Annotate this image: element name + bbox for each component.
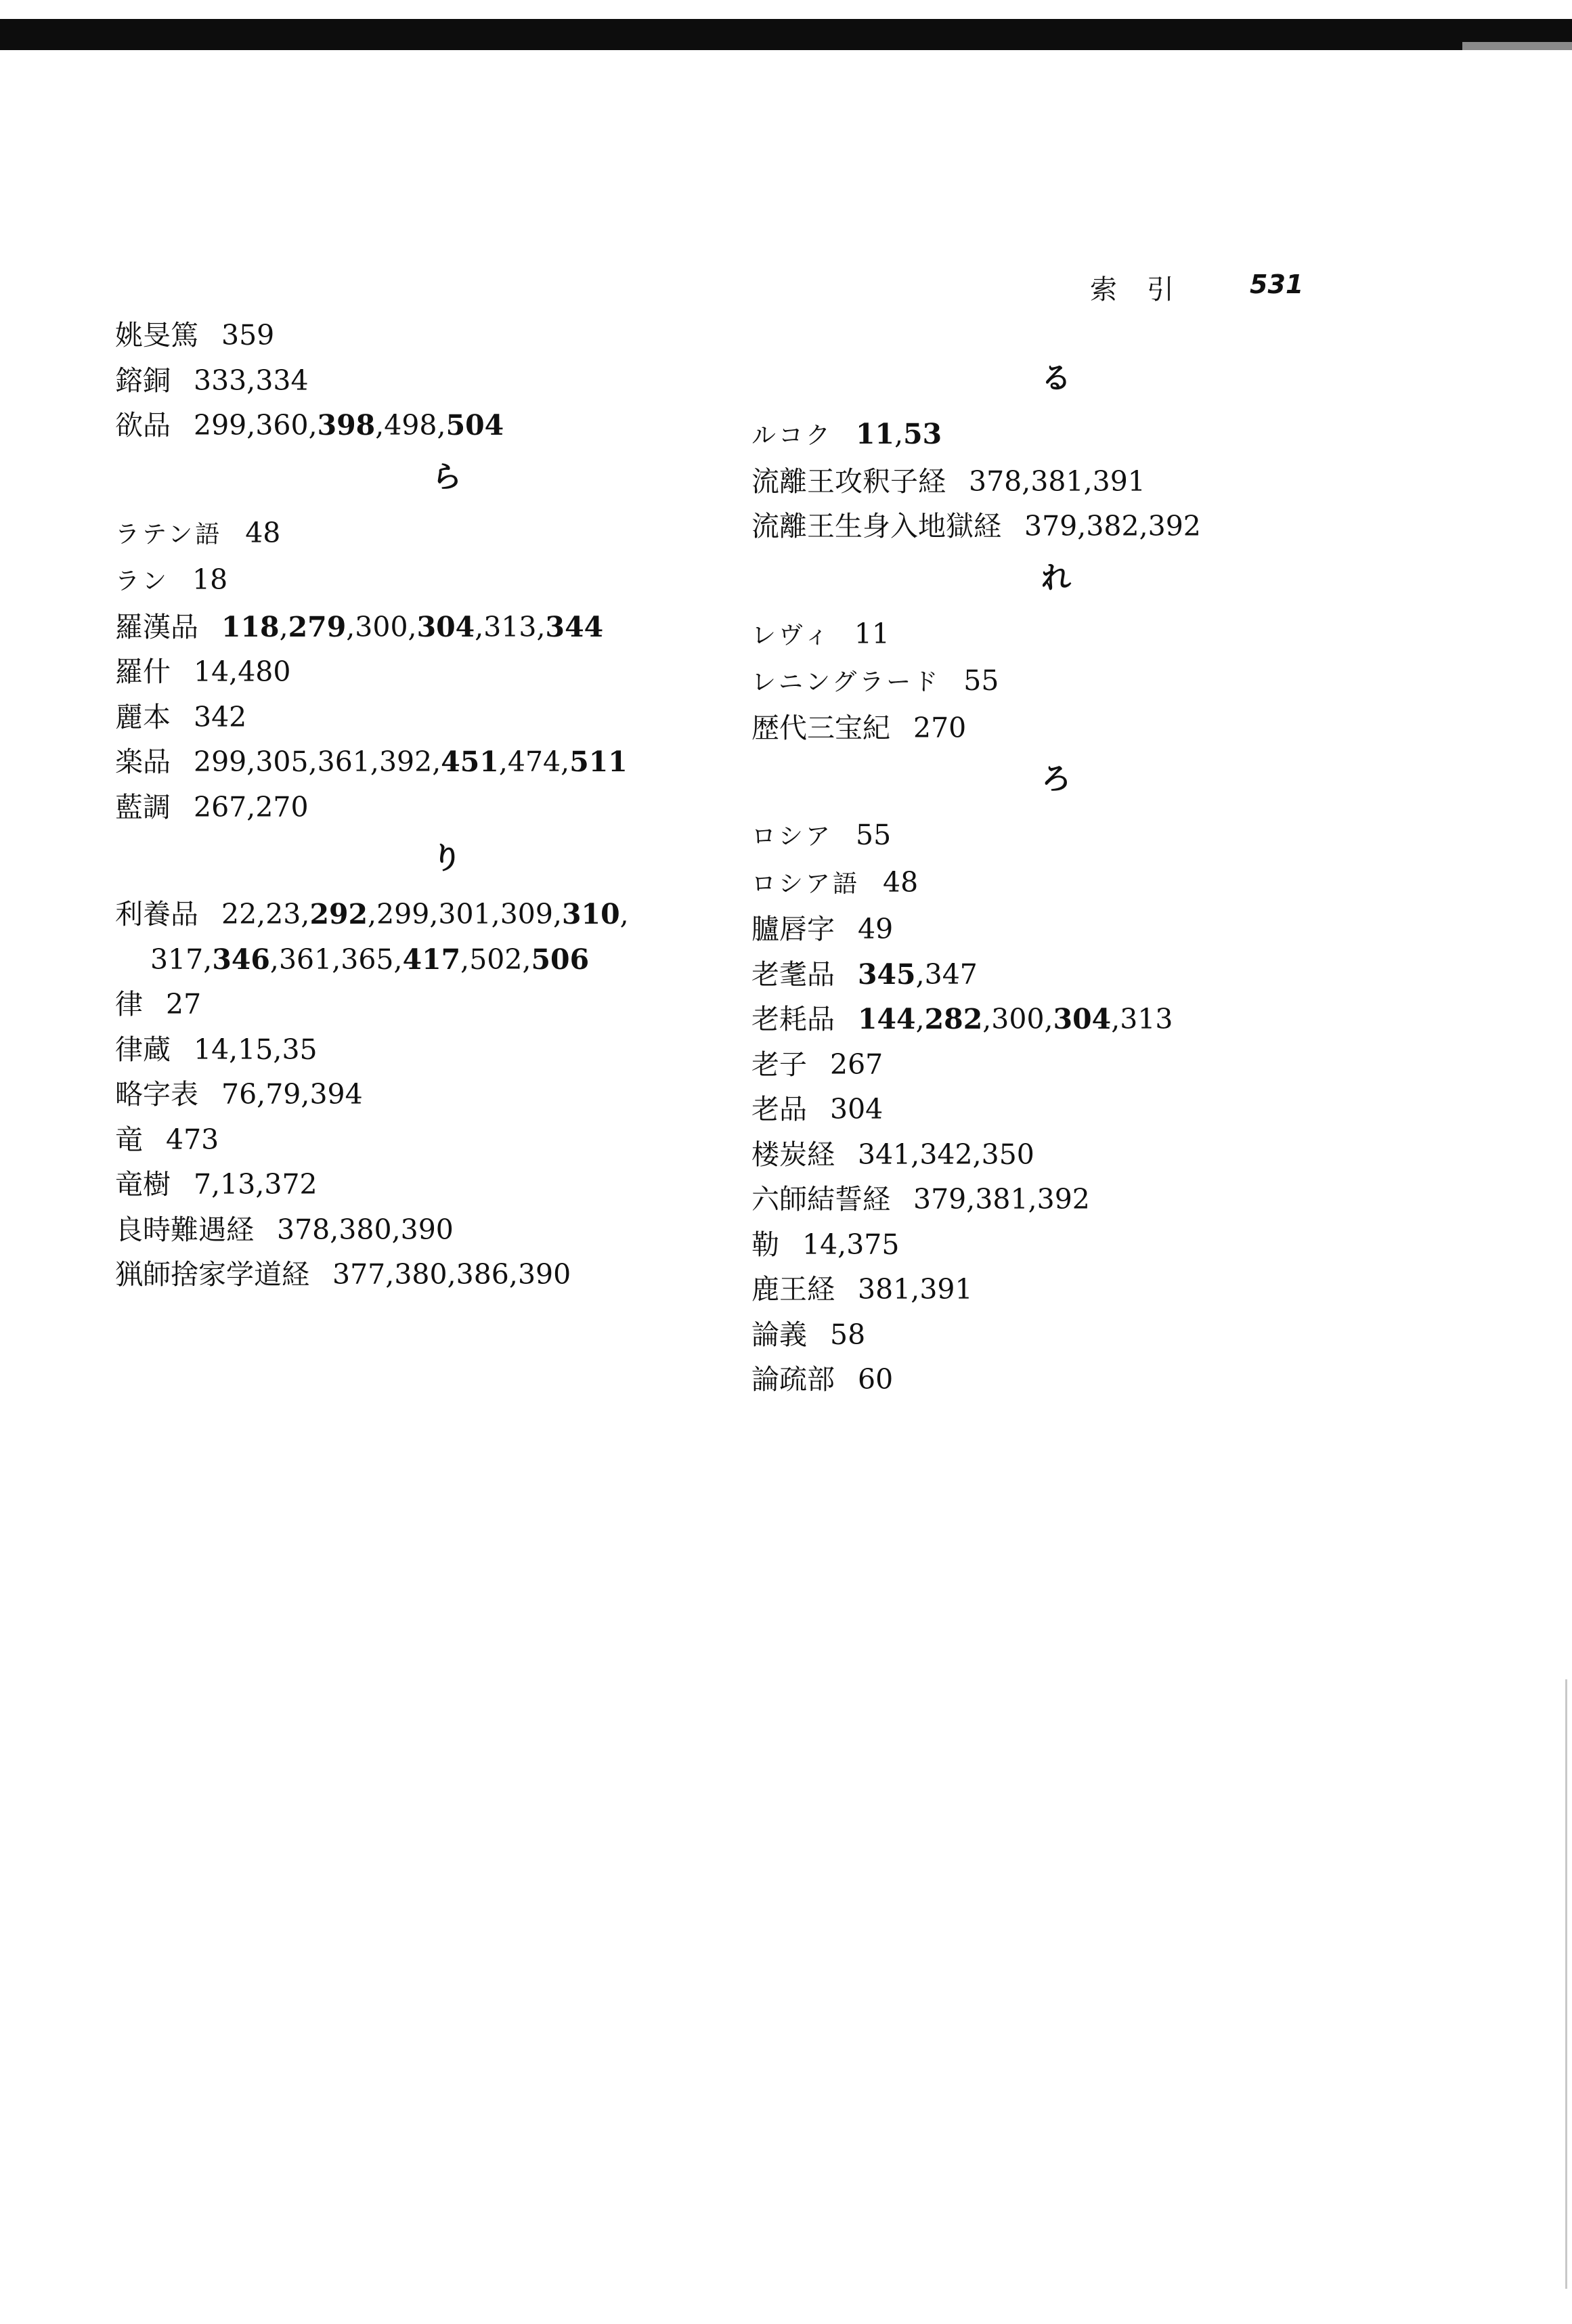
index-term: ロシア — [751, 823, 833, 851]
page-ref: 346 — [212, 943, 270, 976]
index-entry — [751, 706, 1428, 751]
index-term: 論疏部 — [751, 1363, 835, 1396]
page-ref: 299 — [376, 898, 430, 930]
index-term: 羅什 — [115, 655, 171, 688]
index-entry — [115, 1117, 724, 1163]
page-ref: 14 — [194, 1033, 230, 1066]
page-refs-continued: 317,346,361,365,417,502,506 — [150, 943, 590, 976]
page-refs: 378,380,390 — [277, 1213, 454, 1246]
index-entry — [115, 313, 724, 358]
index-entry — [751, 658, 1428, 706]
page-refs — [830, 1048, 883, 1081]
page-ref: 480 — [238, 655, 291, 688]
page-ref: 394 — [309, 1078, 363, 1111]
page-ref: 392 — [378, 746, 433, 778]
index-entry — [751, 1222, 1428, 1268]
page-refs: 14,375 — [802, 1228, 900, 1261]
index-entry — [115, 649, 724, 695]
page-refs: 378,381,391 — [969, 465, 1145, 498]
page-ref: 511 — [569, 746, 628, 778]
index-entry — [115, 1162, 724, 1207]
page-ref: 333 — [194, 364, 247, 397]
page-ref: 345 — [858, 957, 916, 991]
index-term: ラテン語 — [115, 520, 223, 548]
page-ref: 498 — [384, 409, 437, 442]
index-term: 鹿王経 — [751, 1273, 835, 1306]
index-entry — [751, 952, 1428, 997]
page-ref: 386 — [456, 1258, 509, 1291]
index-term: 姚旻篤 — [115, 319, 198, 351]
page-ref: 313 — [483, 610, 537, 643]
page-ref: 504 — [445, 409, 504, 442]
index-entry — [115, 1027, 724, 1073]
page-refs — [883, 866, 918, 899]
index-term: 楼炭経 — [751, 1138, 835, 1171]
page-ref: 506 — [531, 943, 590, 976]
page-refs: 22,23,292,299,301,309,310, — [221, 898, 629, 930]
page-ref: 375 — [846, 1228, 900, 1261]
page-ref: 22 — [221, 898, 257, 930]
index-entry — [751, 459, 1428, 504]
page-ref: 474 — [507, 746, 561, 778]
page-ref: 361 — [317, 746, 370, 778]
index-entry — [115, 695, 724, 740]
page-ref: 270 — [913, 711, 967, 744]
page-ref: 342 — [919, 1138, 973, 1171]
index-entry — [115, 892, 724, 982]
index-section-heading: り — [432, 841, 462, 876]
index-entry — [115, 785, 724, 830]
index-section-heading: ら — [432, 459, 462, 494]
page-ref: 361 — [278, 943, 332, 976]
page-ref: 502 — [469, 943, 523, 976]
index-entry — [115, 605, 724, 650]
index-term: 老耗品 — [751, 1003, 835, 1035]
index-section-heading: る — [1041, 361, 1071, 395]
page-ref: 304 — [830, 1093, 883, 1125]
page-ref: 144 — [858, 1003, 916, 1035]
page-refs — [854, 618, 890, 650]
page-ref: 304 — [1053, 1003, 1112, 1035]
page-refs — [856, 819, 891, 851]
page-refs: 7,13,372 — [194, 1168, 318, 1201]
index-term: ラン — [115, 567, 170, 595]
page-ref: 11 — [854, 617, 890, 650]
page-ref: 391 — [919, 1273, 973, 1306]
index-term: レニングラード — [751, 668, 941, 696]
index-term: 欲品 — [115, 409, 171, 442]
page-refs: 299,360,398,498,504 — [194, 409, 504, 442]
index-term: 論義 — [751, 1318, 807, 1351]
page-ref: 344 — [545, 610, 604, 643]
page-refs — [192, 563, 227, 596]
page-ref: 282 — [924, 1003, 983, 1035]
page-ref: 313 — [1120, 1003, 1173, 1035]
page-ref: 378 — [969, 465, 1022, 498]
page-ref: 390 — [400, 1213, 454, 1246]
running-head: 索 引 — [1090, 274, 1175, 305]
page-ref: 15 — [238, 1033, 274, 1066]
index-entry — [115, 358, 724, 404]
page-ref: 27 — [166, 988, 202, 1020]
index-entry — [751, 1312, 1428, 1358]
page-ref: 317 — [150, 943, 204, 976]
index-entry — [115, 403, 724, 448]
page-ref: 347 — [924, 957, 978, 991]
page-ref: 49 — [858, 913, 894, 945]
index-entry — [751, 412, 1428, 459]
index-entry — [751, 907, 1428, 952]
page-refs — [913, 712, 966, 744]
index-term: 鎔銅 — [115, 364, 171, 397]
index-term: 猟師捨家学道経 — [115, 1258, 309, 1291]
page-ref: 381 — [975, 1183, 1028, 1215]
page-ref: 380 — [394, 1258, 447, 1291]
page-refs: 381,391 — [858, 1273, 973, 1306]
index-term: 臚唇字 — [751, 913, 835, 945]
page-refs: 267,270 — [194, 790, 309, 823]
page-ref: 380 — [339, 1213, 392, 1246]
page-ref: 14 — [194, 655, 230, 688]
page-ref: 392 — [1036, 1183, 1090, 1215]
index-entry — [751, 813, 1428, 860]
index-term: 竜 — [115, 1123, 143, 1156]
page-refs — [194, 701, 246, 733]
page-ref: 417 — [402, 943, 461, 976]
page-refs: 379,381,392 — [913, 1183, 1090, 1215]
page-ref: 310 — [562, 898, 620, 930]
page-ref: 381 — [858, 1273, 911, 1306]
index-entry — [115, 511, 724, 558]
page-refs: 333,334 — [194, 364, 309, 397]
index-term: 竜樹 — [115, 1168, 171, 1201]
scan-top-border-tail — [1462, 42, 1572, 50]
index-entry — [751, 611, 1428, 659]
index-term: 歴代三宝紀 — [751, 711, 890, 744]
index-entry — [751, 1177, 1428, 1222]
index-entry — [115, 1252, 724, 1297]
page-refs: 11,53 — [856, 418, 942, 450]
index-entry — [751, 1042, 1428, 1088]
index-entry — [115, 1072, 724, 1117]
page-refs — [858, 913, 893, 945]
page-ref: 304 — [416, 610, 475, 643]
index-term: 老品 — [751, 1093, 807, 1125]
page-ref: 300 — [991, 1003, 1045, 1035]
page-refs: 345,347 — [858, 957, 978, 991]
page-ref: 299 — [194, 409, 247, 442]
page-ref: 118 — [221, 610, 280, 643]
page-refs: 14,480 — [194, 655, 291, 688]
page-refs: 14,15,35 — [194, 1033, 318, 1066]
page-ref: 341 — [858, 1138, 911, 1171]
page-ref: 342 — [194, 700, 247, 733]
index-entry — [751, 1267, 1428, 1312]
scan-right-edge — [1565, 1679, 1567, 2289]
page-ref: 48 — [245, 516, 281, 549]
page-refs — [858, 1363, 893, 1396]
page-ref: 7 — [194, 1168, 212, 1201]
page-ref: 11 — [856, 418, 895, 450]
index-term: ルコク — [751, 422, 833, 450]
page-ref: 473 — [166, 1123, 219, 1156]
index-term: 律蔵 — [115, 1033, 171, 1066]
page-ref: 378 — [277, 1213, 330, 1246]
index-term: 流離王攻釈子経 — [751, 465, 946, 498]
page-ref: 58 — [830, 1318, 866, 1351]
page-ref: 14 — [802, 1228, 838, 1261]
page-refs: 76,79,394 — [221, 1078, 363, 1111]
page-ref: 35 — [282, 1033, 318, 1066]
page-ref: 270 — [255, 790, 309, 823]
page-ref: 305 — [255, 746, 309, 778]
page-ref: 379 — [1024, 510, 1078, 542]
page-ref: 398 — [317, 409, 376, 442]
index-entry — [751, 997, 1428, 1042]
index-entry — [751, 504, 1428, 549]
page-ref: 359 — [221, 319, 275, 351]
page-ref: 23 — [265, 898, 301, 930]
page-refs: 118,279,300,304,313,344 — [221, 610, 604, 643]
page-ref: 365 — [341, 943, 394, 976]
page-ref: 382 — [1086, 510, 1139, 542]
page-ref: 53 — [903, 418, 942, 450]
index-term: 六師結誓経 — [751, 1183, 890, 1215]
page-refs — [221, 319, 274, 351]
page-ref: 13 — [220, 1168, 256, 1201]
page-ref: 300 — [355, 610, 408, 643]
index-section-heading: ろ — [1041, 762, 1071, 796]
index-term: ロシア語 — [751, 869, 860, 898]
page-ref: 350 — [981, 1138, 1034, 1171]
index-entry — [115, 1207, 724, 1253]
page-ref: 48 — [883, 865, 919, 899]
index-term: 良時難遇経 — [115, 1213, 254, 1246]
page-ref: 372 — [264, 1168, 318, 1201]
page-refs: 299,305,361,392,451,474,511 — [194, 746, 628, 778]
index-entry — [751, 1357, 1428, 1402]
page-ref: 55 — [856, 819, 892, 851]
index-term: 律 — [115, 988, 143, 1020]
page-refs — [166, 988, 201, 1020]
page-refs — [166, 1123, 219, 1156]
index-term: 羅漢品 — [115, 610, 198, 643]
index-term: 楽品 — [115, 746, 171, 778]
page-refs: 341,342,350 — [858, 1138, 1034, 1171]
page-ref: 55 — [963, 664, 999, 697]
page-ref: 279 — [288, 610, 347, 643]
page-refs: 379,382,392 — [1024, 510, 1201, 542]
page-ref: 451 — [441, 746, 499, 778]
page-refs — [830, 1093, 883, 1125]
page-refs — [830, 1318, 865, 1351]
index-term: 勒 — [751, 1228, 779, 1261]
index-column-left — [115, 313, 724, 1297]
page-ref: 299 — [194, 746, 247, 778]
index-entry — [115, 739, 724, 785]
page-ref: 377 — [332, 1258, 386, 1291]
page-refs — [245, 517, 280, 549]
page-ref: 334 — [255, 364, 309, 397]
page-ref: 360 — [255, 409, 309, 442]
page-ref: 76 — [221, 1078, 257, 1111]
index-entry — [751, 860, 1428, 907]
page-ref: 267 — [194, 790, 247, 823]
page-ref: 79 — [265, 1078, 301, 1111]
index-entry — [115, 557, 724, 605]
scan-top-border — [0, 19, 1572, 50]
page-ref: 18 — [192, 563, 228, 596]
index-term: レヴィ — [751, 621, 831, 649]
page-ref: 381 — [1030, 465, 1084, 498]
index-term: 利養品 — [115, 898, 198, 930]
page-ref: 267 — [830, 1048, 883, 1081]
index-entry — [751, 1132, 1428, 1178]
index-term: 流離王生身入地獄経 — [751, 510, 1001, 542]
index-section-heading: れ — [1041, 560, 1071, 595]
page-ref: 392 — [1148, 510, 1201, 542]
page-refs: 377,380,386,390 — [332, 1258, 571, 1291]
index-entry — [751, 1087, 1428, 1132]
page-refs — [963, 664, 999, 697]
index-term: 略字表 — [115, 1078, 198, 1111]
page-ref: 379 — [913, 1183, 967, 1215]
page-ref: 301 — [438, 898, 492, 930]
page-ref: 309 — [500, 898, 553, 930]
page-ref: 292 — [309, 898, 368, 930]
index-entry — [115, 982, 724, 1027]
index-term: 老耄品 — [751, 957, 835, 991]
index-term: 藍調 — [115, 790, 171, 823]
page-ref: 390 — [517, 1258, 571, 1291]
index-term: 麗本 — [115, 700, 171, 733]
page-ref: 391 — [1092, 465, 1145, 498]
page-number: 531 — [1250, 270, 1304, 299]
page-refs: 144,282,300,304,313 — [858, 1003, 1173, 1035]
page-ref: 60 — [858, 1363, 894, 1396]
index-column-right — [751, 349, 1428, 1402]
index-term: 老子 — [751, 1048, 807, 1081]
